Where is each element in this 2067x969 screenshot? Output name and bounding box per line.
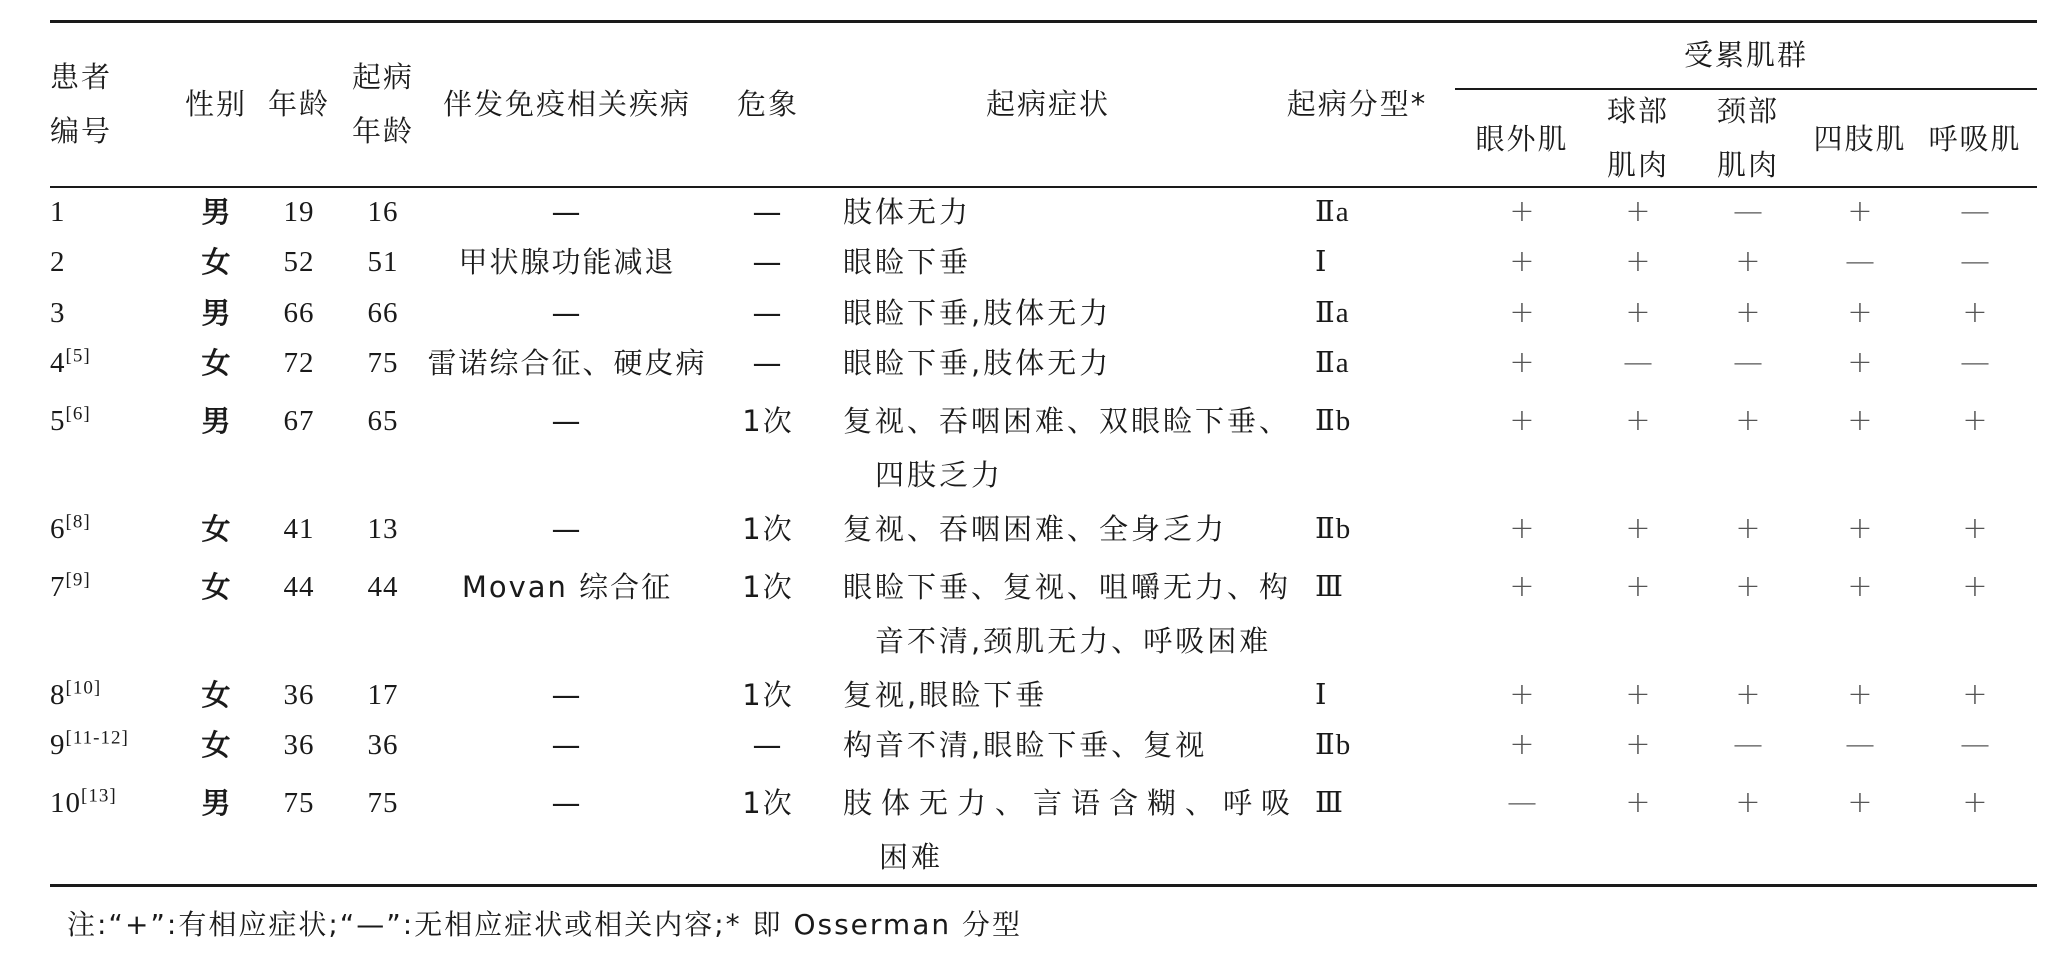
header-ocular: 眼外肌 — [1475, 122, 1569, 156]
cell-crisis: 1次 — [742, 570, 794, 604]
cell-comorbidity: — — [551, 678, 583, 712]
header-neck-1: 颈部 — [1716, 94, 1780, 128]
cell-neck: + — [1735, 511, 1761, 546]
cell-crisis: 1次 — [742, 512, 794, 546]
cell-id: 5[6] — [50, 403, 91, 437]
cell-onset-age: 75 — [367, 787, 399, 819]
cell-sex: 女 — [201, 570, 231, 604]
cell-symptoms: 眼睑下垂,肢体无力 — [843, 296, 1112, 330]
cell-crisis: 1次 — [742, 678, 794, 712]
cell-symptoms-line-1: 眼睑下垂、复视、咀嚼无力、构 — [843, 570, 1292, 604]
cell-onset-type: Ⅰ — [1315, 679, 1328, 711]
header-onset-symptoms: 起病症状 — [985, 87, 1111, 121]
cell-ocular: — — [1507, 785, 1537, 820]
header-sex: 性别 — [184, 87, 248, 121]
cell-ocular: + — [1509, 295, 1535, 330]
cell-ocular: + — [1509, 403, 1535, 438]
cell-symptoms: 复视、吞咽困难、全身乏力 — [843, 512, 1228, 546]
cell-onset-age: 51 — [367, 246, 399, 278]
cell-bulbar: + — [1625, 727, 1651, 762]
cell-resp: — — [1960, 345, 1990, 380]
cell-crisis: 1次 — [742, 786, 794, 820]
cell-age: 36 — [283, 679, 315, 711]
cell-onset-age: 13 — [367, 513, 399, 545]
cell-crisis: — — [752, 245, 784, 279]
cell-comorbidity: — — [551, 786, 583, 820]
cell-limb: — — [1845, 244, 1875, 279]
cell-age: 66 — [283, 297, 315, 329]
cell-comorbidity: 雷诺综合征、硬皮病 — [427, 346, 707, 380]
cell-limb: + — [1847, 511, 1873, 546]
cell-ocular: + — [1509, 244, 1535, 279]
cell-onset-type: Ⅱb — [1315, 729, 1352, 761]
cell-neck: + — [1735, 403, 1761, 438]
cell-neck: + — [1735, 785, 1761, 820]
cell-limb: + — [1847, 785, 1873, 820]
cell-age: 19 — [283, 196, 315, 228]
cell-resp: + — [1962, 677, 1988, 712]
cell-bulbar: + — [1625, 785, 1651, 820]
header-limb: 四肢肌 — [1813, 122, 1907, 156]
cell-ocular: + — [1509, 511, 1535, 546]
cell-onset-age: 66 — [367, 297, 399, 329]
cell-id: 8[10] — [50, 677, 102, 711]
cell-ocular: + — [1509, 727, 1535, 762]
cell-resp: + — [1962, 403, 1988, 438]
header-patient-id-2: 编号 — [50, 114, 113, 148]
header-affected-group: 受累肌群 — [1683, 38, 1809, 72]
cell-id: 4[5] — [50, 345, 91, 379]
header-crisis: 危象 — [736, 87, 800, 121]
cell-bulbar: + — [1625, 194, 1651, 229]
cell-onset-type: Ⅰ — [1315, 246, 1328, 278]
cell-id: 7[9] — [50, 569, 91, 603]
cell-crisis: — — [752, 296, 784, 330]
cell-crisis: — — [752, 728, 784, 762]
cell-symptoms-line-2: 四肢乏力 — [875, 458, 1004, 492]
cell-limb: + — [1847, 403, 1873, 438]
header-onset-type: 起病分型* — [1286, 87, 1428, 121]
cell-age: 44 — [283, 571, 315, 603]
cell-onset-type: Ⅲ — [1315, 571, 1344, 603]
cell-onset-type: Ⅱa — [1315, 297, 1350, 329]
cell-id: 9[11-12] — [50, 727, 129, 761]
cell-resp: — — [1960, 244, 1990, 279]
cell-comorbidity: — — [551, 296, 583, 330]
cell-comorbidity: 甲状腺功能减退 — [458, 245, 676, 279]
cell-sex: 女 — [201, 678, 231, 712]
cell-comorbidity: — — [551, 728, 583, 762]
header-bulbar-2: 肌肉 — [1606, 148, 1670, 182]
cell-onset-age: 65 — [367, 405, 399, 437]
cell-sex: 男 — [201, 786, 231, 820]
cell-sex: 女 — [201, 728, 231, 762]
cell-neck: — — [1733, 345, 1763, 380]
cell-symptoms: 复视,眼睑下垂 — [843, 678, 1048, 712]
table-bottom-rule — [50, 884, 2037, 887]
cell-symptoms-line-2: 音不清,颈肌无力、呼吸困难 — [875, 624, 1272, 658]
cell-limb: + — [1847, 677, 1873, 712]
cell-limb: + — [1847, 295, 1873, 330]
cell-onset-type: Ⅱa — [1315, 347, 1350, 379]
table-top-rule — [50, 20, 2037, 23]
cell-symptoms: 构音不清,眼睑下垂、复视 — [843, 728, 1208, 762]
cell-limb: — — [1845, 727, 1875, 762]
cell-ocular: + — [1509, 677, 1535, 712]
cell-neck: — — [1733, 194, 1763, 229]
cell-onset-age: 75 — [367, 347, 399, 379]
cell-limb: + — [1847, 345, 1873, 380]
cell-comorbidity: — — [551, 512, 583, 546]
cell-crisis: — — [752, 346, 784, 380]
cell-limb: + — [1847, 194, 1873, 229]
cell-id: 10[13] — [50, 785, 117, 819]
cell-age: 67 — [283, 405, 315, 437]
cell-id: 2 — [50, 246, 66, 278]
cell-symptoms: 肢体无力 — [843, 195, 972, 229]
cell-bulbar: — — [1623, 345, 1653, 380]
cell-crisis: 1次 — [742, 404, 794, 438]
cell-onset-type: Ⅲ — [1315, 787, 1344, 819]
cell-ocular: + — [1509, 194, 1535, 229]
cell-symptoms-line-2: 困难 — [879, 840, 944, 874]
cell-onset-age: 44 — [367, 571, 399, 603]
header-neck-2: 肌肉 — [1716, 148, 1780, 182]
cell-resp: + — [1962, 295, 1988, 330]
cell-onset-type: Ⅱb — [1315, 513, 1352, 545]
cell-resp: + — [1962, 511, 1988, 546]
cell-resp: — — [1960, 727, 1990, 762]
cell-symptoms: 眼睑下垂,肢体无力 — [843, 346, 1112, 380]
cell-resp: — — [1960, 194, 1990, 229]
header-patient-id-1: 患者 — [50, 60, 113, 94]
cell-sex: 女 — [201, 512, 231, 546]
cell-neck: — — [1733, 727, 1763, 762]
header-bulbar-1: 球部 — [1606, 94, 1670, 128]
cell-comorbidity: Movan 综合征 — [461, 570, 673, 604]
cell-neck: + — [1735, 569, 1761, 604]
cell-onset-age: 16 — [367, 196, 399, 228]
cell-bulbar: + — [1625, 244, 1651, 279]
cell-onset-type: Ⅱb — [1315, 405, 1352, 437]
cell-resp: + — [1962, 569, 1988, 604]
cell-sex: 男 — [201, 404, 231, 438]
cell-symptoms-line-1: 复视、吞咽困难、双眼睑下垂、 — [843, 404, 1292, 438]
cell-symptoms-line-1: 肢体无力、言语含糊、呼吸 — [843, 786, 1300, 820]
cell-sex: 男 — [201, 195, 231, 229]
cell-id: 1 — [50, 196, 66, 228]
header-onset-age-1: 起病 — [351, 60, 415, 94]
cell-bulbar: + — [1625, 511, 1651, 546]
cell-ocular: + — [1509, 569, 1535, 604]
cell-age: 72 — [283, 347, 315, 379]
cell-sex: 女 — [201, 346, 231, 380]
cell-id: 6[8] — [50, 511, 91, 545]
cell-onset-type: Ⅱa — [1315, 196, 1350, 228]
cell-onset-age: 36 — [367, 729, 399, 761]
cell-symptoms: 眼睑下垂 — [843, 245, 972, 279]
cell-id: 3 — [50, 297, 66, 329]
cell-neck: + — [1735, 295, 1761, 330]
cell-onset-age: 17 — [367, 679, 399, 711]
cell-neck: + — [1735, 677, 1761, 712]
cell-sex: 男 — [201, 296, 231, 330]
header-onset-age-2: 年龄 — [351, 114, 415, 148]
cell-resp: + — [1962, 785, 1988, 820]
header-respiratory: 呼吸肌 — [1928, 122, 2022, 156]
cell-age: 41 — [283, 513, 315, 545]
header-age: 年龄 — [267, 87, 331, 121]
cell-age: 75 — [283, 787, 315, 819]
cell-ocular: + — [1509, 345, 1535, 380]
cell-bulbar: + — [1625, 677, 1651, 712]
cell-bulbar: + — [1625, 403, 1651, 438]
cell-limb: + — [1847, 569, 1873, 604]
cell-age: 52 — [283, 246, 315, 278]
cell-comorbidity: — — [551, 404, 583, 438]
table-footnote: 注:“+”:有相应症状;“—”:无相应症状或相关内容;* 即 Osserman 分型 — [67, 908, 1022, 941]
cell-sex: 女 — [201, 245, 231, 279]
cell-comorbidity: — — [551, 195, 583, 229]
cell-bulbar: + — [1625, 295, 1651, 330]
header-comorbidity: 伴发免疫相关疾病 — [442, 87, 692, 121]
cell-age: 36 — [283, 729, 315, 761]
cell-neck: + — [1735, 244, 1761, 279]
cell-crisis: — — [752, 195, 784, 229]
cell-bulbar: + — [1625, 569, 1651, 604]
